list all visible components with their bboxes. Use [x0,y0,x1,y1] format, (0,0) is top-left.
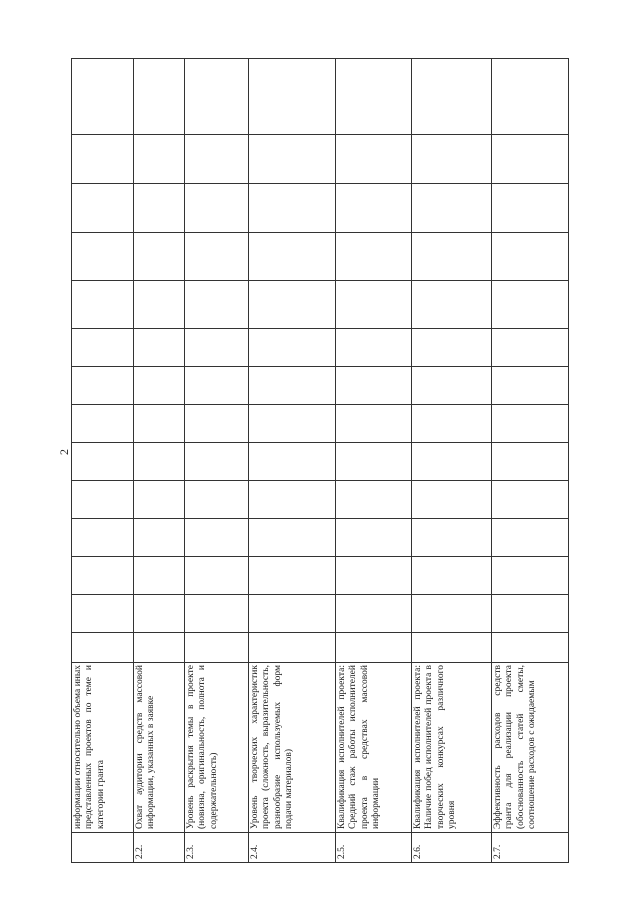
criterion-text: Квалификация исполнителей проекта: Наличие побед исполнителей проекта в творческих конкурсах различного уровня [413,665,457,829]
grid-line [71,518,569,519]
criterion-text: информации относительно объема иных представленных проектов по теме и категории гранта [73,665,106,829]
criterion-text-cell [411,662,491,832]
page-number: 2 [57,449,71,455]
grid-line [71,594,569,595]
criterion-text-cell [71,662,133,832]
table-border-top [71,58,569,59]
criterion-number: 2.5. [337,844,347,859]
criterion-number: 2.7. [493,844,503,859]
criterion-text: Уровень раскрытия темы в проекте (новизна, оригинальность, полнота и содержательность) [186,665,219,829]
grid-line [71,366,569,367]
grid-line [71,280,569,281]
criterion-text: Охват аудитории средств массовой информации, указанных в заявке [135,665,157,829]
table-border-bottom [71,862,569,863]
criterion-text-cell [133,662,184,832]
grid-line [71,442,569,443]
grid-line [71,404,569,405]
criterion-number: 2.6. [413,844,423,859]
grid-line [71,556,569,557]
criterion-number-cell [335,832,411,862]
criterion-text-cell [335,662,411,832]
criterion-number-cell [184,832,248,862]
criterion-text-cell [248,662,335,832]
evaluation-table [71,58,569,862]
criterion-number-cell [411,832,491,862]
criterion-number: 2.2. [135,844,145,859]
grid-line [71,328,569,329]
criterion-text-cell [491,662,568,832]
criterion-text: Квалификация исполнителей проекта: Средний стаж работы исполнителей проекта в средствах массовой информации [337,665,381,829]
criterion-text: Эффективность расходов средств гранта для реализации проекта (обоснованность статей сметы, соотношение расходов с ожидаемым [493,665,537,829]
table-border-right [568,58,569,862]
grid-line [71,232,569,233]
grid-line [71,134,569,135]
criterion-number-cell [248,832,335,862]
criterion-number: 2.3. [186,844,196,859]
criterion-number: 2.4. [250,844,260,859]
criterion-number-cell [491,832,568,862]
grid-line [71,183,569,184]
criterion-text-cell [184,662,248,832]
grid-line [71,480,569,481]
criterion-number-cell [133,832,184,862]
grid-line [71,632,569,633]
criterion-text: Уровень творческих характеристик проекта (сложность, выразительность, разнообразие используемых форм подачи материалов) [250,665,294,829]
